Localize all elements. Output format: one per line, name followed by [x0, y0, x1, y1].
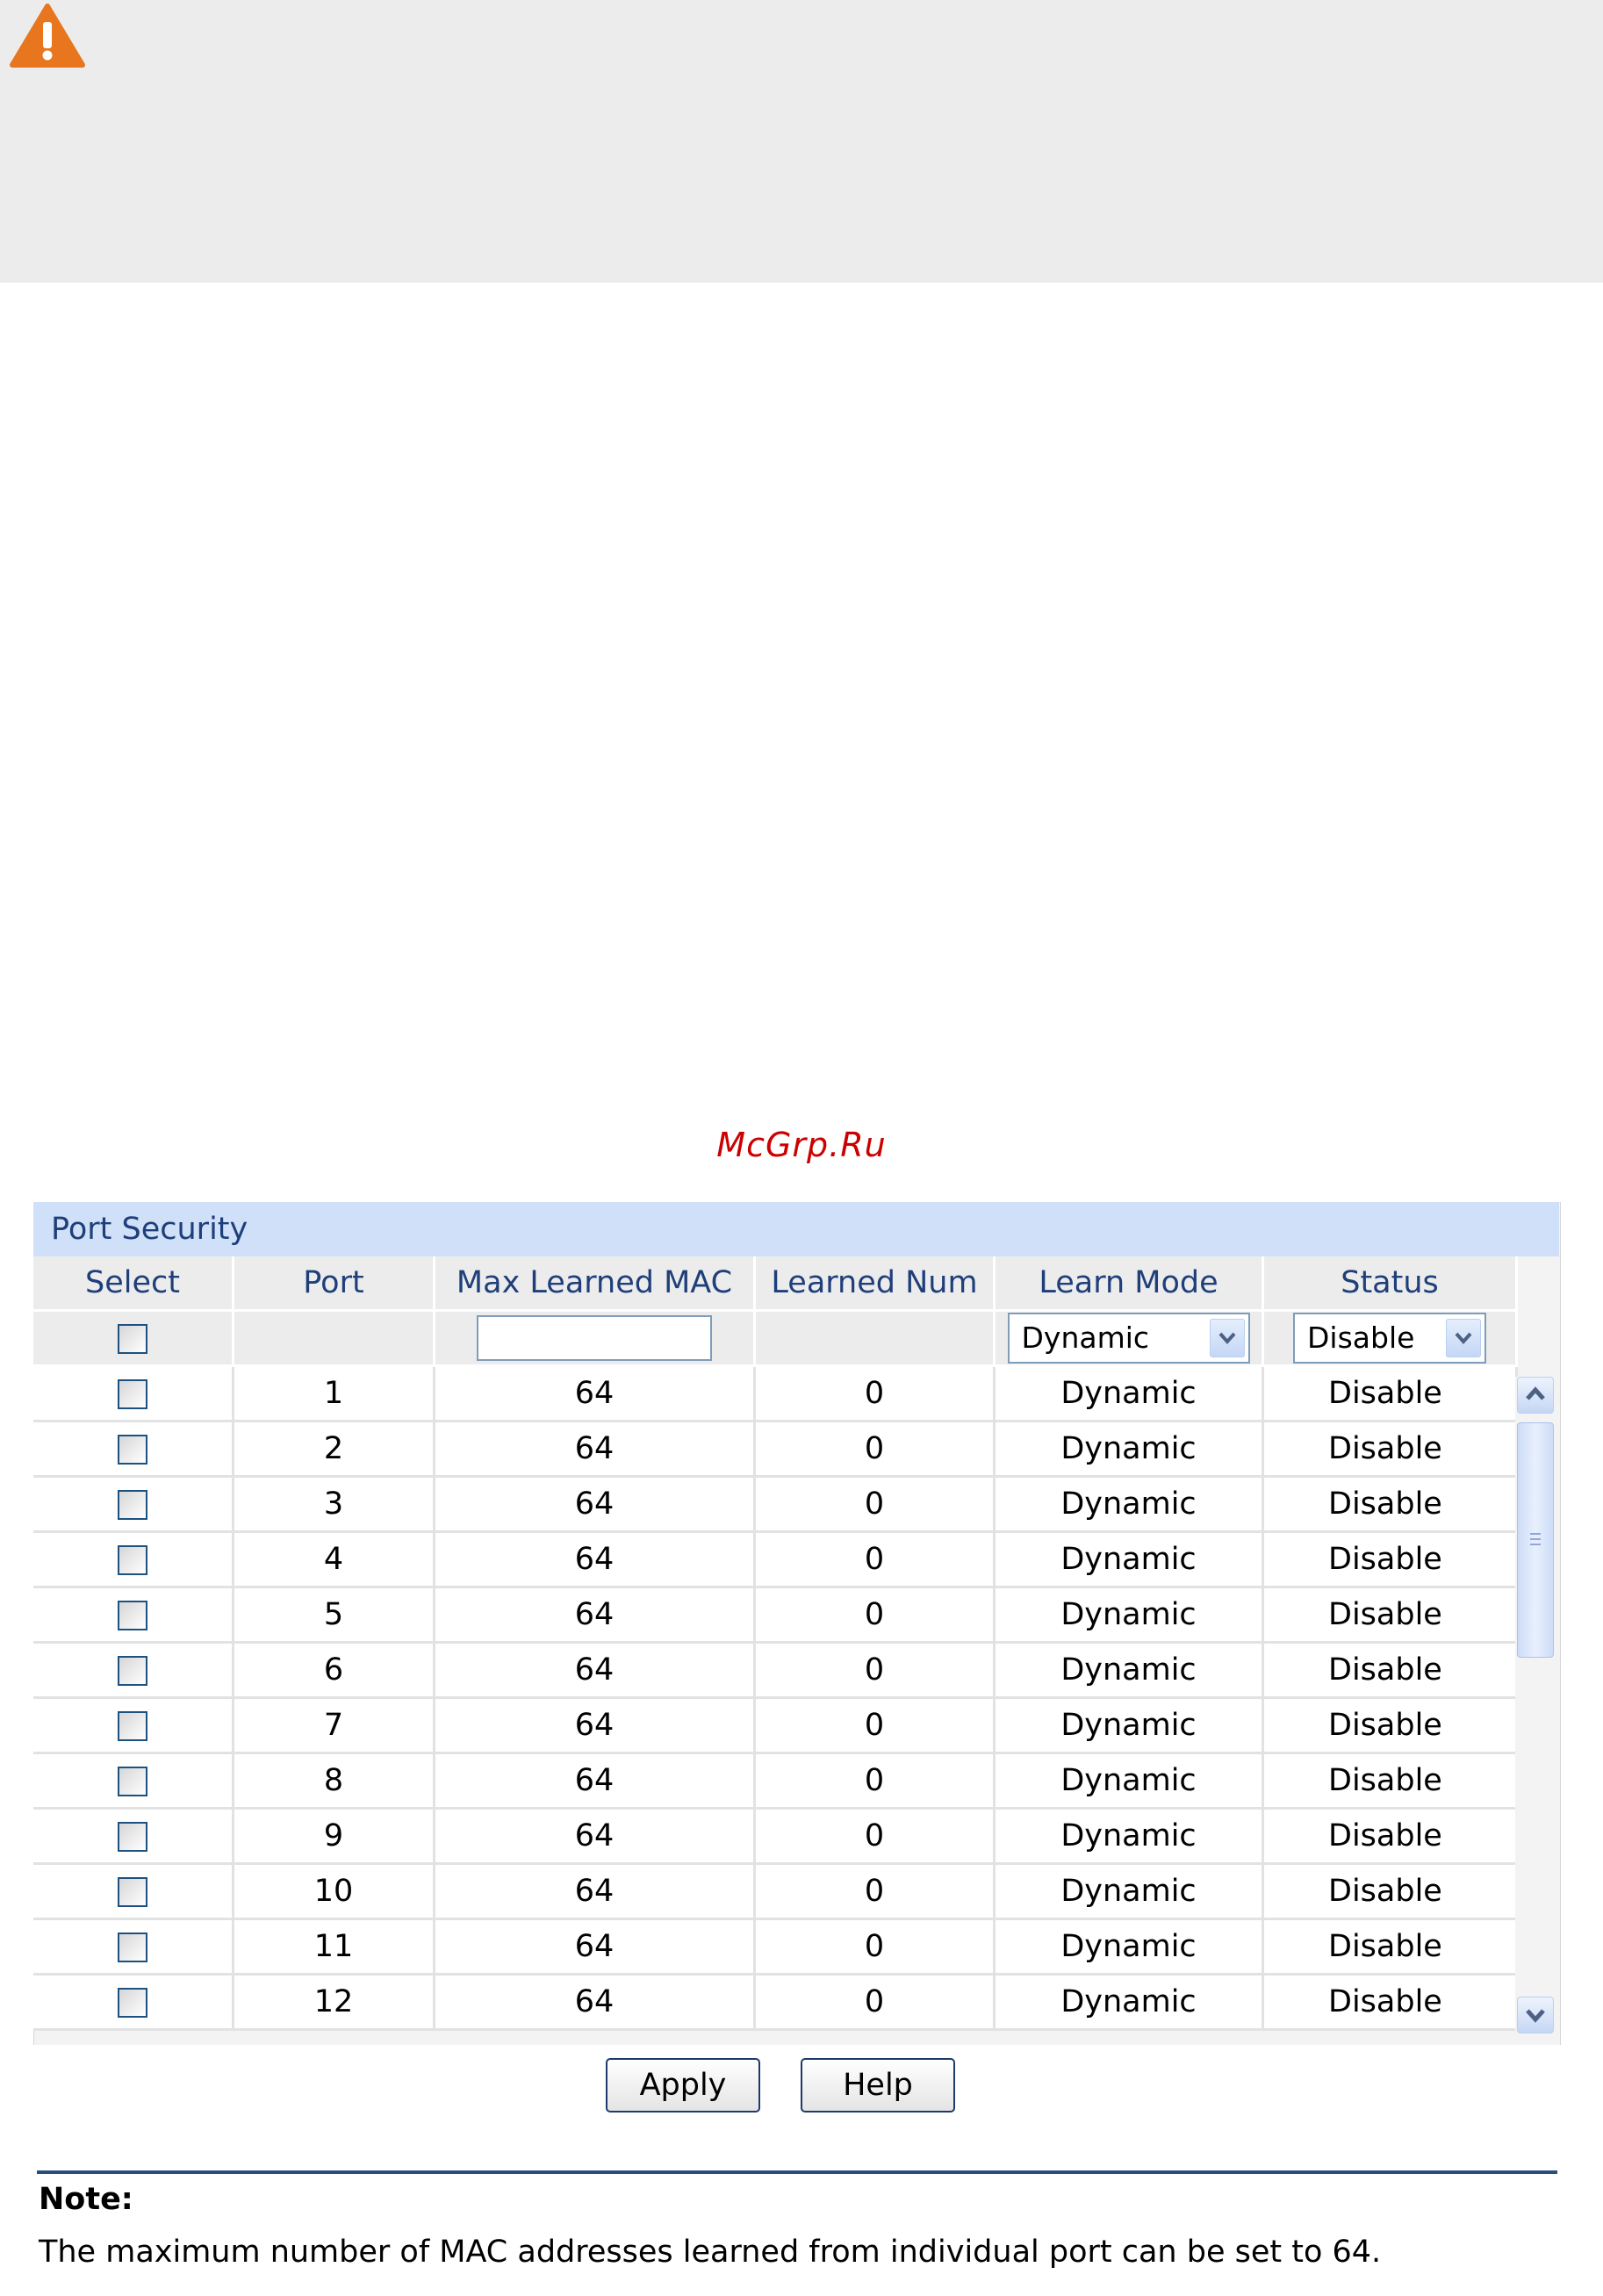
header-select: Select	[33, 1256, 234, 1311]
row-checkbox[interactable]	[118, 1988, 147, 2018]
row-checkbox[interactable]	[118, 1711, 147, 1741]
row-checkbox[interactable]	[118, 1767, 147, 1796]
header-max-learned-mac: Max Learned MAC	[435, 1256, 755, 1311]
table-row	[33, 1532, 1517, 1587]
warning-banner	[0, 0, 1603, 283]
max-mac-cell: 64	[435, 1698, 755, 1753]
status-cell: Disable	[1328, 1763, 1442, 1798]
max-mac-cell: 64	[435, 1864, 755, 1919]
status-cell: Disable	[1328, 1708, 1442, 1743]
port-cell: 10	[234, 1864, 435, 1919]
row-checkbox[interactable]	[118, 1379, 147, 1409]
learn-mode-cell: Dynamic	[995, 1532, 1263, 1587]
status-cell: Disable	[1328, 1486, 1442, 1522]
learned-num-cell: 0	[755, 1643, 995, 1698]
table-row	[33, 1975, 1517, 2030]
learn-mode-cell: Dynamic	[995, 1698, 1263, 1753]
port-cell: 9	[234, 1809, 435, 1864]
table-row	[33, 1698, 1517, 1753]
row-checkbox[interactable]	[118, 1822, 147, 1852]
max-mac-cell: 64	[435, 1477, 755, 1532]
chevron-down-icon[interactable]	[1446, 1319, 1481, 1357]
max-mac-cell: 64	[435, 1587, 755, 1643]
table-row	[33, 1422, 1517, 1477]
status-cell: Disable	[1328, 1542, 1442, 1577]
table-header	[33, 1256, 1518, 1312]
max-learned-mac-input[interactable]	[477, 1315, 712, 1361]
row-checkbox[interactable]	[118, 1656, 147, 1686]
port-cell: 2	[234, 1422, 435, 1477]
learn-mode-cell: Dynamic	[995, 1975, 1263, 2030]
warning-icon	[9, 3, 86, 68]
learn-mode-cell: Dynamic	[995, 1919, 1263, 1975]
port-cell: 12	[234, 1975, 435, 2030]
apply-button[interactable]: Apply	[606, 2058, 760, 2112]
learned-num-cell: 0	[755, 1753, 995, 1809]
status-cell: Disable	[1328, 1984, 1442, 2019]
table-row	[33, 1753, 1517, 1809]
status-cell: Disable	[1328, 1376, 1442, 1411]
status-cell: Disable	[1328, 1818, 1442, 1853]
port-cell: 3	[234, 1477, 435, 1532]
learn-mode-select[interactable]	[1008, 1313, 1250, 1364]
max-mac-cell: 64	[435, 1367, 755, 1422]
note-text: The maximum number of MAC addresses learned from individual port can be set to 64.	[39, 2235, 1382, 2270]
row-checkbox[interactable]	[118, 1490, 147, 1520]
select-all-checkbox[interactable]	[118, 1324, 147, 1354]
learn-mode-cell: Dynamic	[995, 1587, 1263, 1643]
learned-num-cell: 0	[755, 1975, 995, 2030]
table-row	[33, 1643, 1517, 1698]
chevron-down-icon[interactable]	[1210, 1319, 1245, 1357]
learned-num-cell: 0	[755, 1809, 995, 1864]
table-scrollbar[interactable]	[1515, 1377, 1557, 2033]
row-checkbox[interactable]	[118, 1877, 147, 1907]
port-cell: 4	[234, 1532, 435, 1587]
learn-mode-cell: Dynamic	[995, 1753, 1263, 1809]
port-cell: 5	[234, 1587, 435, 1643]
learned-num-cell: 0	[755, 1864, 995, 1919]
table-row	[33, 1477, 1517, 1532]
bulk-config-row	[33, 1312, 1518, 1367]
learn-mode-selected: Dynamic	[1021, 1321, 1150, 1355]
status-selected: Disable	[1307, 1321, 1415, 1355]
max-mac-cell: 64	[435, 1422, 755, 1477]
learn-mode-cell: Dynamic	[995, 1422, 1263, 1477]
status-cell: Disable	[1328, 1652, 1442, 1688]
port-cell: 6	[234, 1643, 435, 1698]
port-cell: 7	[234, 1698, 435, 1753]
header-learned-num: Learned Num	[755, 1256, 995, 1311]
learned-num-cell: 0	[755, 1367, 995, 1422]
table-row	[33, 1587, 1517, 1643]
status-cell: Disable	[1328, 1874, 1442, 1909]
header-learn-mode: Learn Mode	[995, 1256, 1263, 1311]
header-port: Port	[234, 1256, 435, 1311]
learned-num-cell: 0	[755, 1532, 995, 1587]
learn-mode-cell: Dynamic	[995, 1643, 1263, 1698]
max-mac-cell: 64	[435, 1753, 755, 1809]
max-mac-cell: 64	[435, 1975, 755, 2030]
status-cell: Disable	[1328, 1597, 1442, 1632]
learned-num-cell: 0	[755, 1919, 995, 1975]
row-checkbox[interactable]	[118, 1601, 147, 1630]
learn-mode-cell: Dynamic	[995, 1864, 1263, 1919]
row-checkbox[interactable]	[118, 1933, 147, 1962]
learn-mode-cell: Dynamic	[995, 1367, 1263, 1422]
status-select[interactable]	[1293, 1313, 1486, 1364]
learned-num-cell: 0	[755, 1587, 995, 1643]
port-cell: 8	[234, 1753, 435, 1809]
status-cell: Disable	[1328, 1929, 1442, 1964]
panel-title: Port Security	[33, 1202, 1559, 1256]
learned-num-cell: 0	[755, 1422, 995, 1477]
scroll-up-icon[interactable]	[1517, 1377, 1554, 1414]
learn-mode-cell: Dynamic	[995, 1809, 1263, 1864]
port-table	[33, 1367, 1518, 2031]
header-status: Status	[1263, 1256, 1517, 1311]
port-cell: 11	[234, 1919, 435, 1975]
scroll-down-icon[interactable]	[1517, 1997, 1554, 2033]
watermark: McGrp.Ru	[716, 1126, 887, 1164]
table-row	[33, 1367, 1517, 1422]
learn-mode-cell: Dynamic	[995, 1477, 1263, 1532]
row-checkbox[interactable]	[118, 1435, 147, 1465]
table-row	[33, 1864, 1517, 1919]
learned-num-cell: 0	[755, 1698, 995, 1753]
learned-num-cell: 0	[755, 1477, 995, 1532]
max-mac-cell: 64	[435, 1643, 755, 1698]
table-row	[33, 1809, 1517, 1864]
note-title: Note:	[39, 2182, 133, 2217]
status-cell: Disable	[1328, 1431, 1442, 1466]
max-mac-cell: 64	[435, 1919, 755, 1975]
row-checkbox[interactable]	[118, 1545, 147, 1575]
table-row	[33, 1919, 1517, 1975]
port-cell: 1	[234, 1367, 435, 1422]
max-mac-cell: 64	[435, 1809, 755, 1864]
max-mac-cell: 64	[435, 1532, 755, 1587]
note-divider	[37, 2170, 1557, 2174]
scrollbar-thumb[interactable]	[1517, 1422, 1554, 1658]
help-button[interactable]: Help	[801, 2058, 955, 2112]
